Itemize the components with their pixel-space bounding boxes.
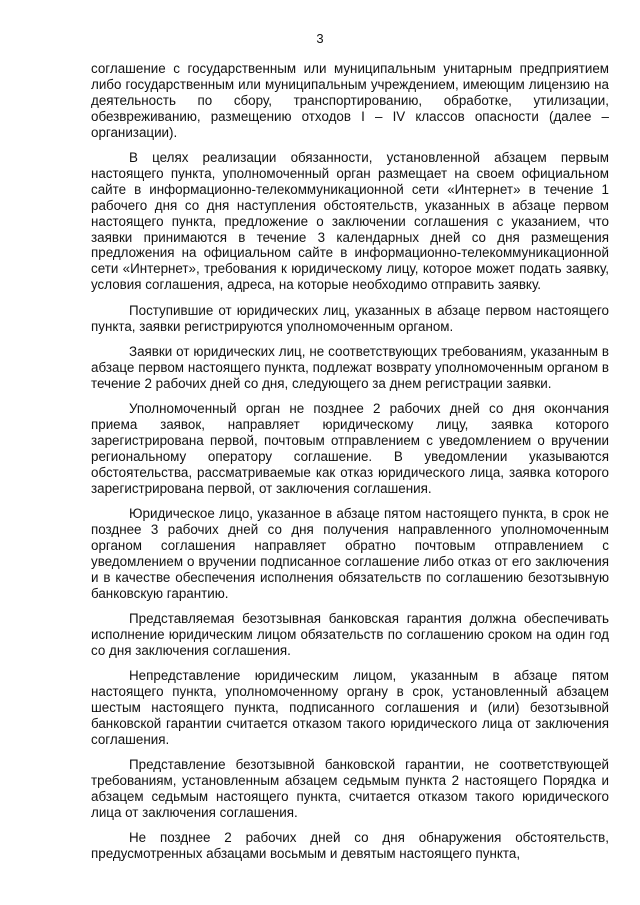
paragraph-8: Непредставление юридическим лицом, указанным в абзаце пятом настоящего пункта, уполномоченному органу в срок, установленный абзацем шестым настоящего пункта, подписанного соглашения и (или) безотзывной банковской гарантии считается отказом такого юридического лица от заключения соглашения. xyxy=(91,668,609,747)
paragraph-4: Заявки от юридических лиц, не соответствующих требованиям, указанным в абзаце первом настоящего пункта, подлежат возврату уполномоченным органом в течение 2 рабочих дней со дня, следующего за днем регистрации заявки. xyxy=(91,344,609,391)
paragraph-5: Уполномоченный орган не позднее 2 рабочих дней со дня окончания приема заявок, направляет юридическому лицу, заявка которого зарегистрирована первой, почтовым отправлением с уведомлением о вручении региональному оператору соглашение. В уведомлении указываются обстоятельства, рассматриваемые как отказ юридического лица, заявка которого зарегистрирована первой, от заключения соглашения. xyxy=(91,401,609,496)
paragraph-10: Не позднее 2 рабочих дней со дня обнаружения обстоятельств, предусмотренных абзацами восьмым и девятым настоящего пункта, xyxy=(91,830,609,862)
page-number: 3 xyxy=(316,31,324,46)
paragraph-9: Представление безотзывной банковской гарантии, не соответствующей требованиям, установленным абзацем седьмым пункта 2 настоящего Порядка и абзацем седьмым настоящего пункта, считается отказом такого юридического лица от заключения соглашения. xyxy=(91,757,609,821)
paragraph-1: соглашение с государственным или муниципальным унитарным предприятием либо государственным или муниципальным учреждением, имеющим лицензию на деятельность по сбору, транспортированию, обработке, утилизации, обезвреживанию, размещению отходов I – IV классов опасности (далее – организации). xyxy=(91,61,609,140)
paragraph-3: Поступившие от юридических лиц, указанных в абзаце первом настоящего пункта, заявки регистрируются уполномоченным органом. xyxy=(91,302,609,334)
document-body xyxy=(91,61,609,872)
paragraph-2: В целях реализации обязанности, установленной абзацем первым настоящего пункта, уполномоченный орган размещает на своем официальном сайте в информационно-телекоммуникационной сети «Интернет» в течение 1 рабочего дня со дня наступления обстоятельств, указанных в абзаце первом настоящего пункта, предложение о заключении соглашения с указанием, что заявки принимаются в течение 3 календарных дней со дня размещения предложения на официальном сайте в информационно-телекоммуникационной сети «Интернет», требования к юридическому лицу, которое может подать заявку, условия соглашения, адреса, на которые необходимо отправить заявку. xyxy=(91,150,609,293)
paragraph-6: Юридическое лицо, указанное в абзаце пятом настоящего пункта, в срок не позднее 3 рабочих дней со дня получения направленного уполномоченным органом соглашения направляет обратно почтовым отправлением с уведомлением о вручении подписанное соглашение либо отказ от его заключения и в качестве обеспечения исполнения обязательств по соглашению безотзывную банковскую гарантию. xyxy=(91,506,609,601)
paragraph-7: Представляемая безотзывная банковская гарантия должна обеспечивать исполнение юридическим лицом обязательств по соглашению сроком на один год со дня заключения соглашения. xyxy=(91,611,609,658)
